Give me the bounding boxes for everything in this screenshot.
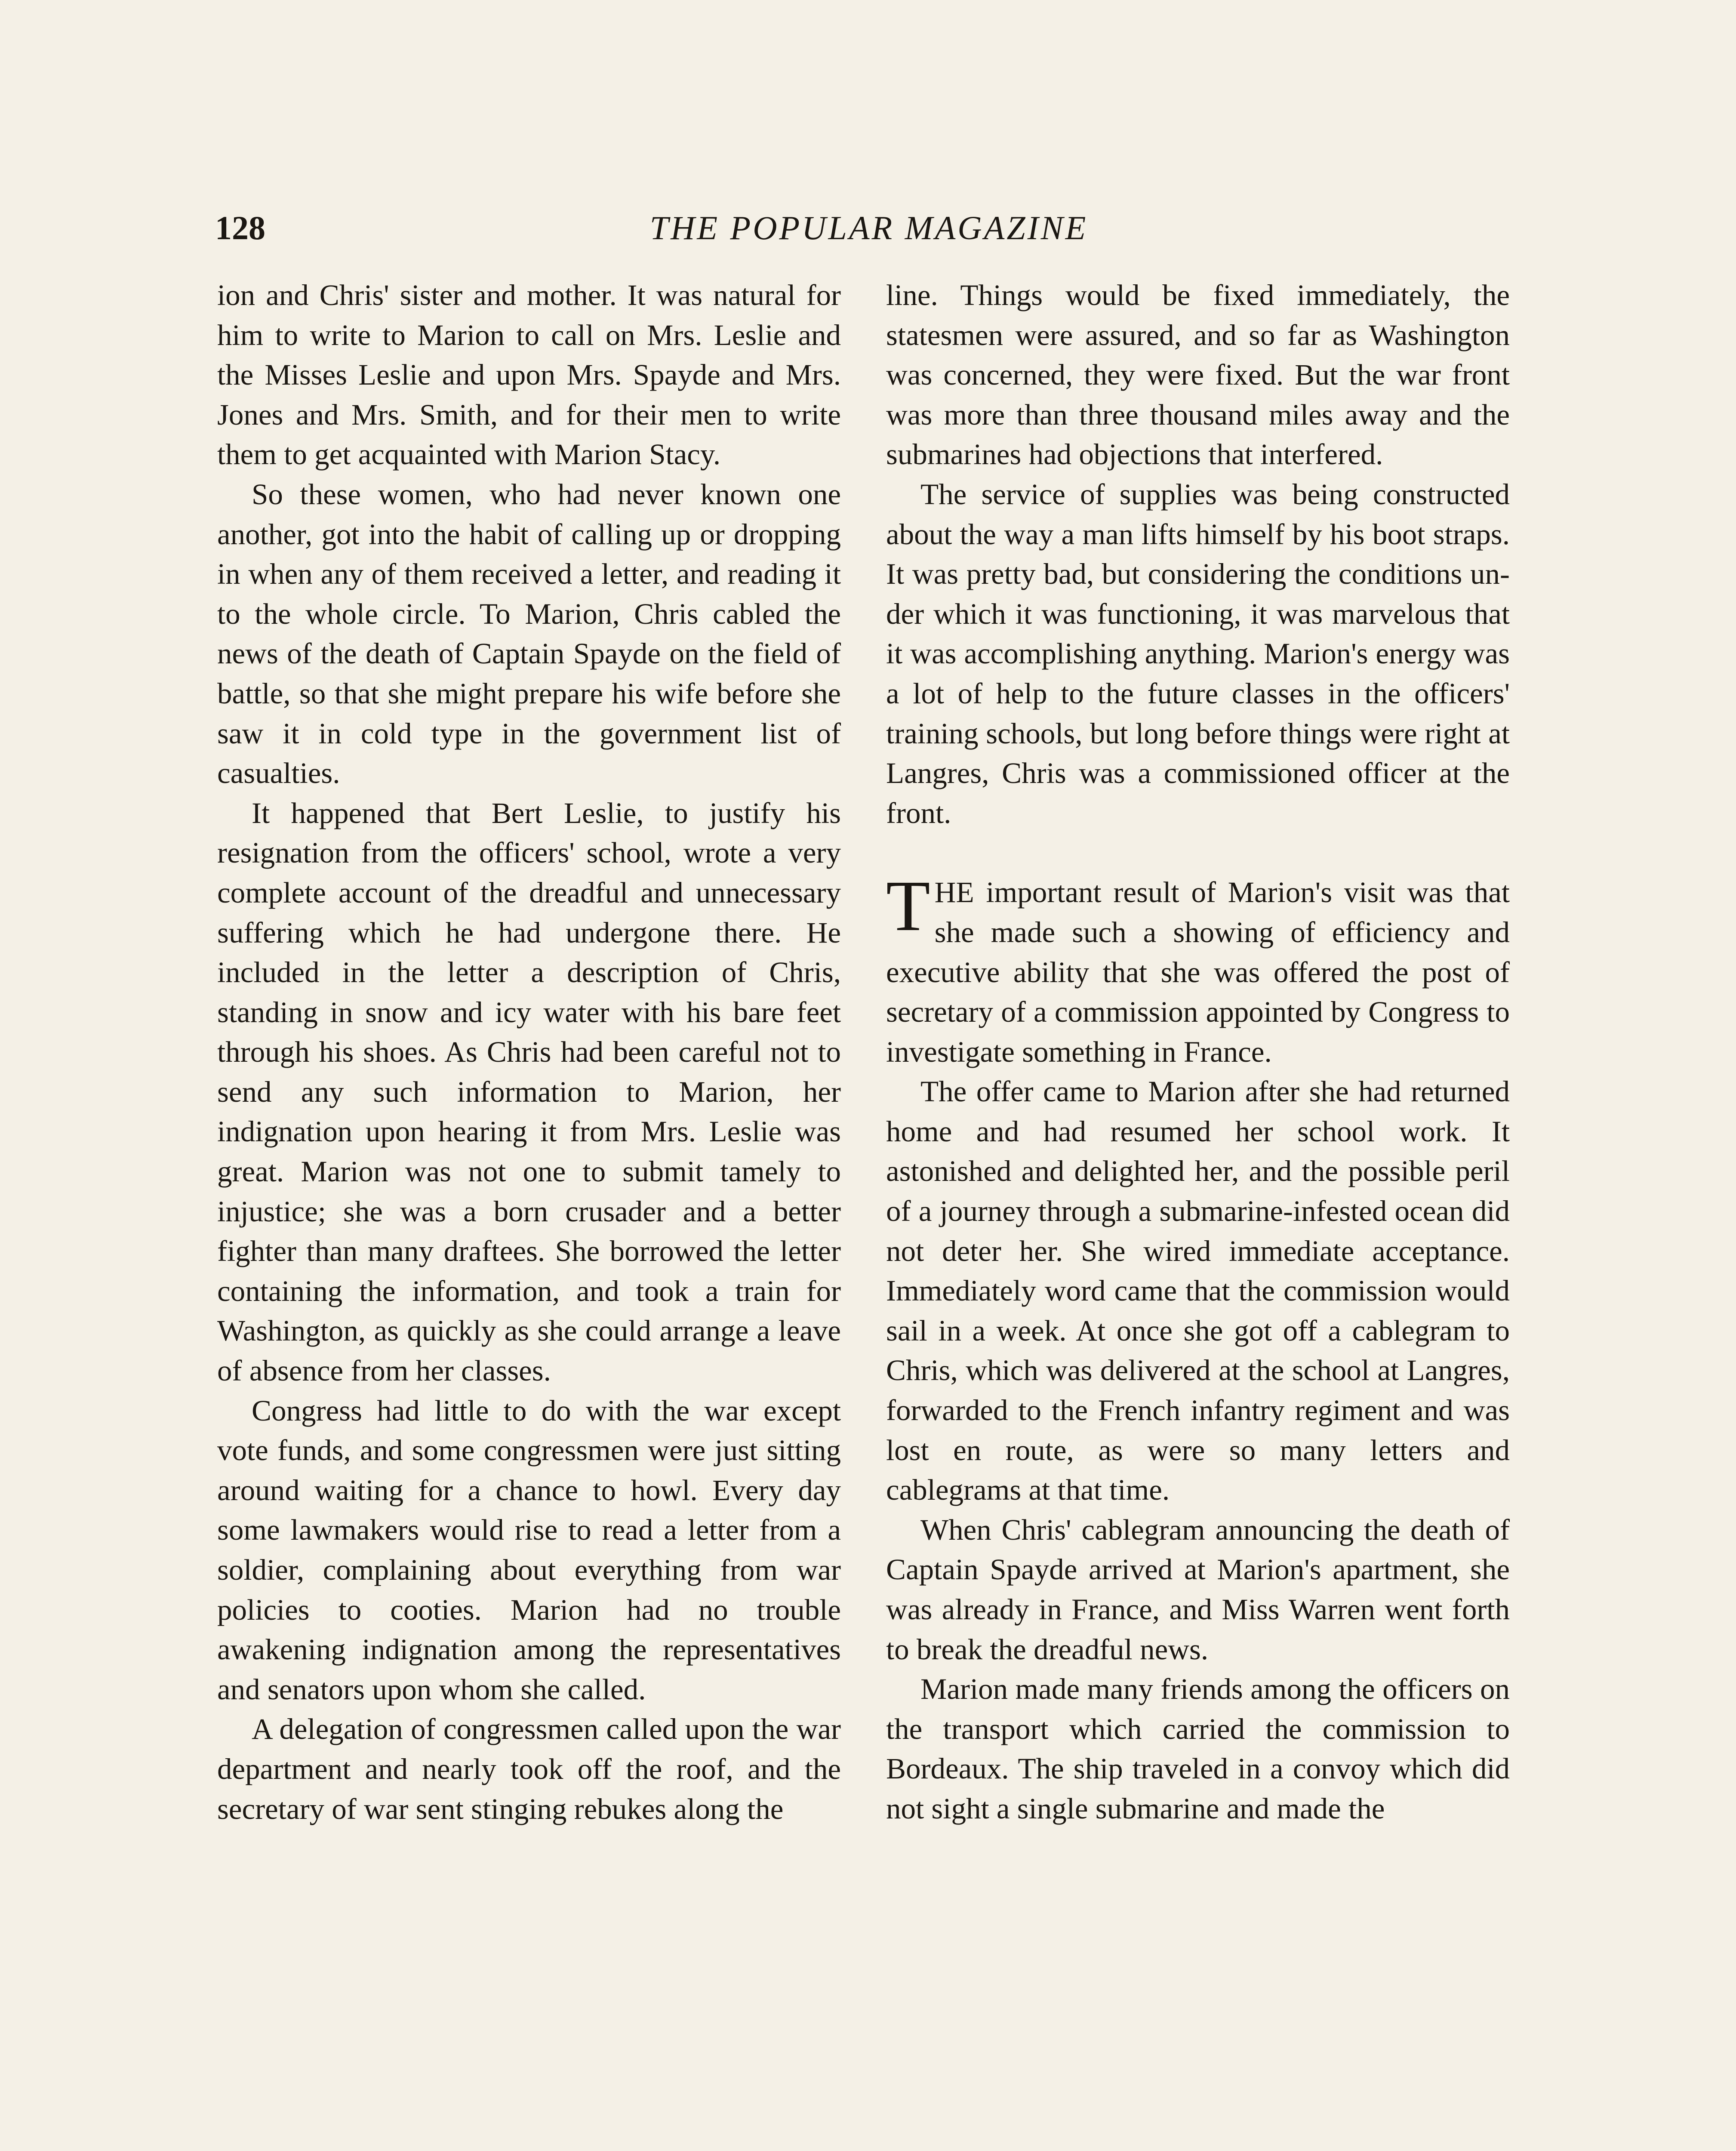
paragraph: ion and Chris' sister and mother. It was natural for him to write to Marion to call on Mrs. Leslie and the Misses Leslie and upon Mrs. Spayde and Mrs. Jones and Mrs. Smith, and for their men to write them to get acquainted with Marion Stacy. <box>217 279 841 471</box>
paragraph: When Chris' cablegram announcing the death of Captain Spayde arrived at Marion's apartment, she was already in France, and Miss Warren went forth to break the dreadful news. <box>886 1513 1510 1666</box>
right-column <box>886 275 1510 1829</box>
paragraph: It happened that Bert Leslie, to justify his resignation from the officers' school, wrote a very complete account of the dreadful and unnecessary suffering which he had undergone there. He included in the letter a description of Chris, standing in snow and icy water with his bare feet through his shoes. As Chris had been careful not to send any such information to Marion, her indignation upon hearing it from Mrs. Leslie was great. Marion was not one to submit tamely to injustice; she was a born crusader and a better fighter than many draftees. She borrowed the letter containing the information, and took a train for Washington, as quickly as she could arrange a leave of absence from her classes. <box>217 796 841 1387</box>
section-opening-paragraph <box>886 866 1510 1072</box>
drop-cap: T <box>886 866 930 946</box>
page-number: 128 <box>215 209 265 247</box>
section-text: HE important result of Marion's visit was that she made such a showing of efficiency and executive ability that she was offered the post of secretary of a commission appointed by Congress to investigate something in France. <box>886 876 1510 1068</box>
paragraph: So these women, who had never known one another, got into the habit of calling up or dropping in when any of them received a letter, and reading it to the whole circle. To Marion, Chris cabled the news of the death of Captain Spayde on the field of battle, so that she might prepare his wife before she saw it in cold type in the government list of casualties. <box>217 478 841 790</box>
paragraph: The service of supplies was being constructed about the way a man lifts himself by his boot straps. It was pretty bad, but considering the conditions under which it was functioning, it was marvelous that it was accomplishing anything. Marion's energy was a lot of help to the future classes in the officers' training schools, but long before things were right at Langres, Chris was a commissioned officer at the front. <box>886 478 1510 829</box>
paragraph: Marion made many friends among the officers on the transport which carried the commission to Bordeaux. The ship traveled in a convoy which did not sight a single submarine and made the <box>886 1673 1510 1825</box>
left-column <box>217 275 841 1829</box>
paragraph: line. Things would be fixed immediately, the statesmen were assured, and so far as Washington was concerned, they were fixed. But the war front was more than three thousand miles away and the submarines had objections that interfered. <box>886 279 1510 471</box>
magazine-title: THE POPULAR MAGAZINE <box>649 209 1088 247</box>
paragraph: The offer came to Marion after she had returned home and had resumed her school work. It astonished and delighted her, and the possible peril of a journey through a submarine-infested ocean did not deter her. She wired immediate acceptance. Immediately word came that the commission would sail in a week. At once she got off a cablegram to Chris, which was delivered at the school at Langres, forwarded to the French infantry regiment and was lost en route, as were so many letters and cablegrams at that time. <box>886 1075 1510 1507</box>
running-head <box>215 202 1523 254</box>
paragraph: A delegation of congressmen called upon the war department and nearly took off the roof, and the secretary of war sent stinging rebukes along the <box>217 1713 841 1825</box>
paragraph: Congress had little to do with the war except vote funds, and some congressmen were just sitting around waiting for a chance to howl. Every day some lawmakers would rise to read a letter from a soldier, complaining about everything from war policies to cooties. Marion had no trouble awakening indignation among the representatives and senators upon whom she called. <box>217 1394 841 1706</box>
